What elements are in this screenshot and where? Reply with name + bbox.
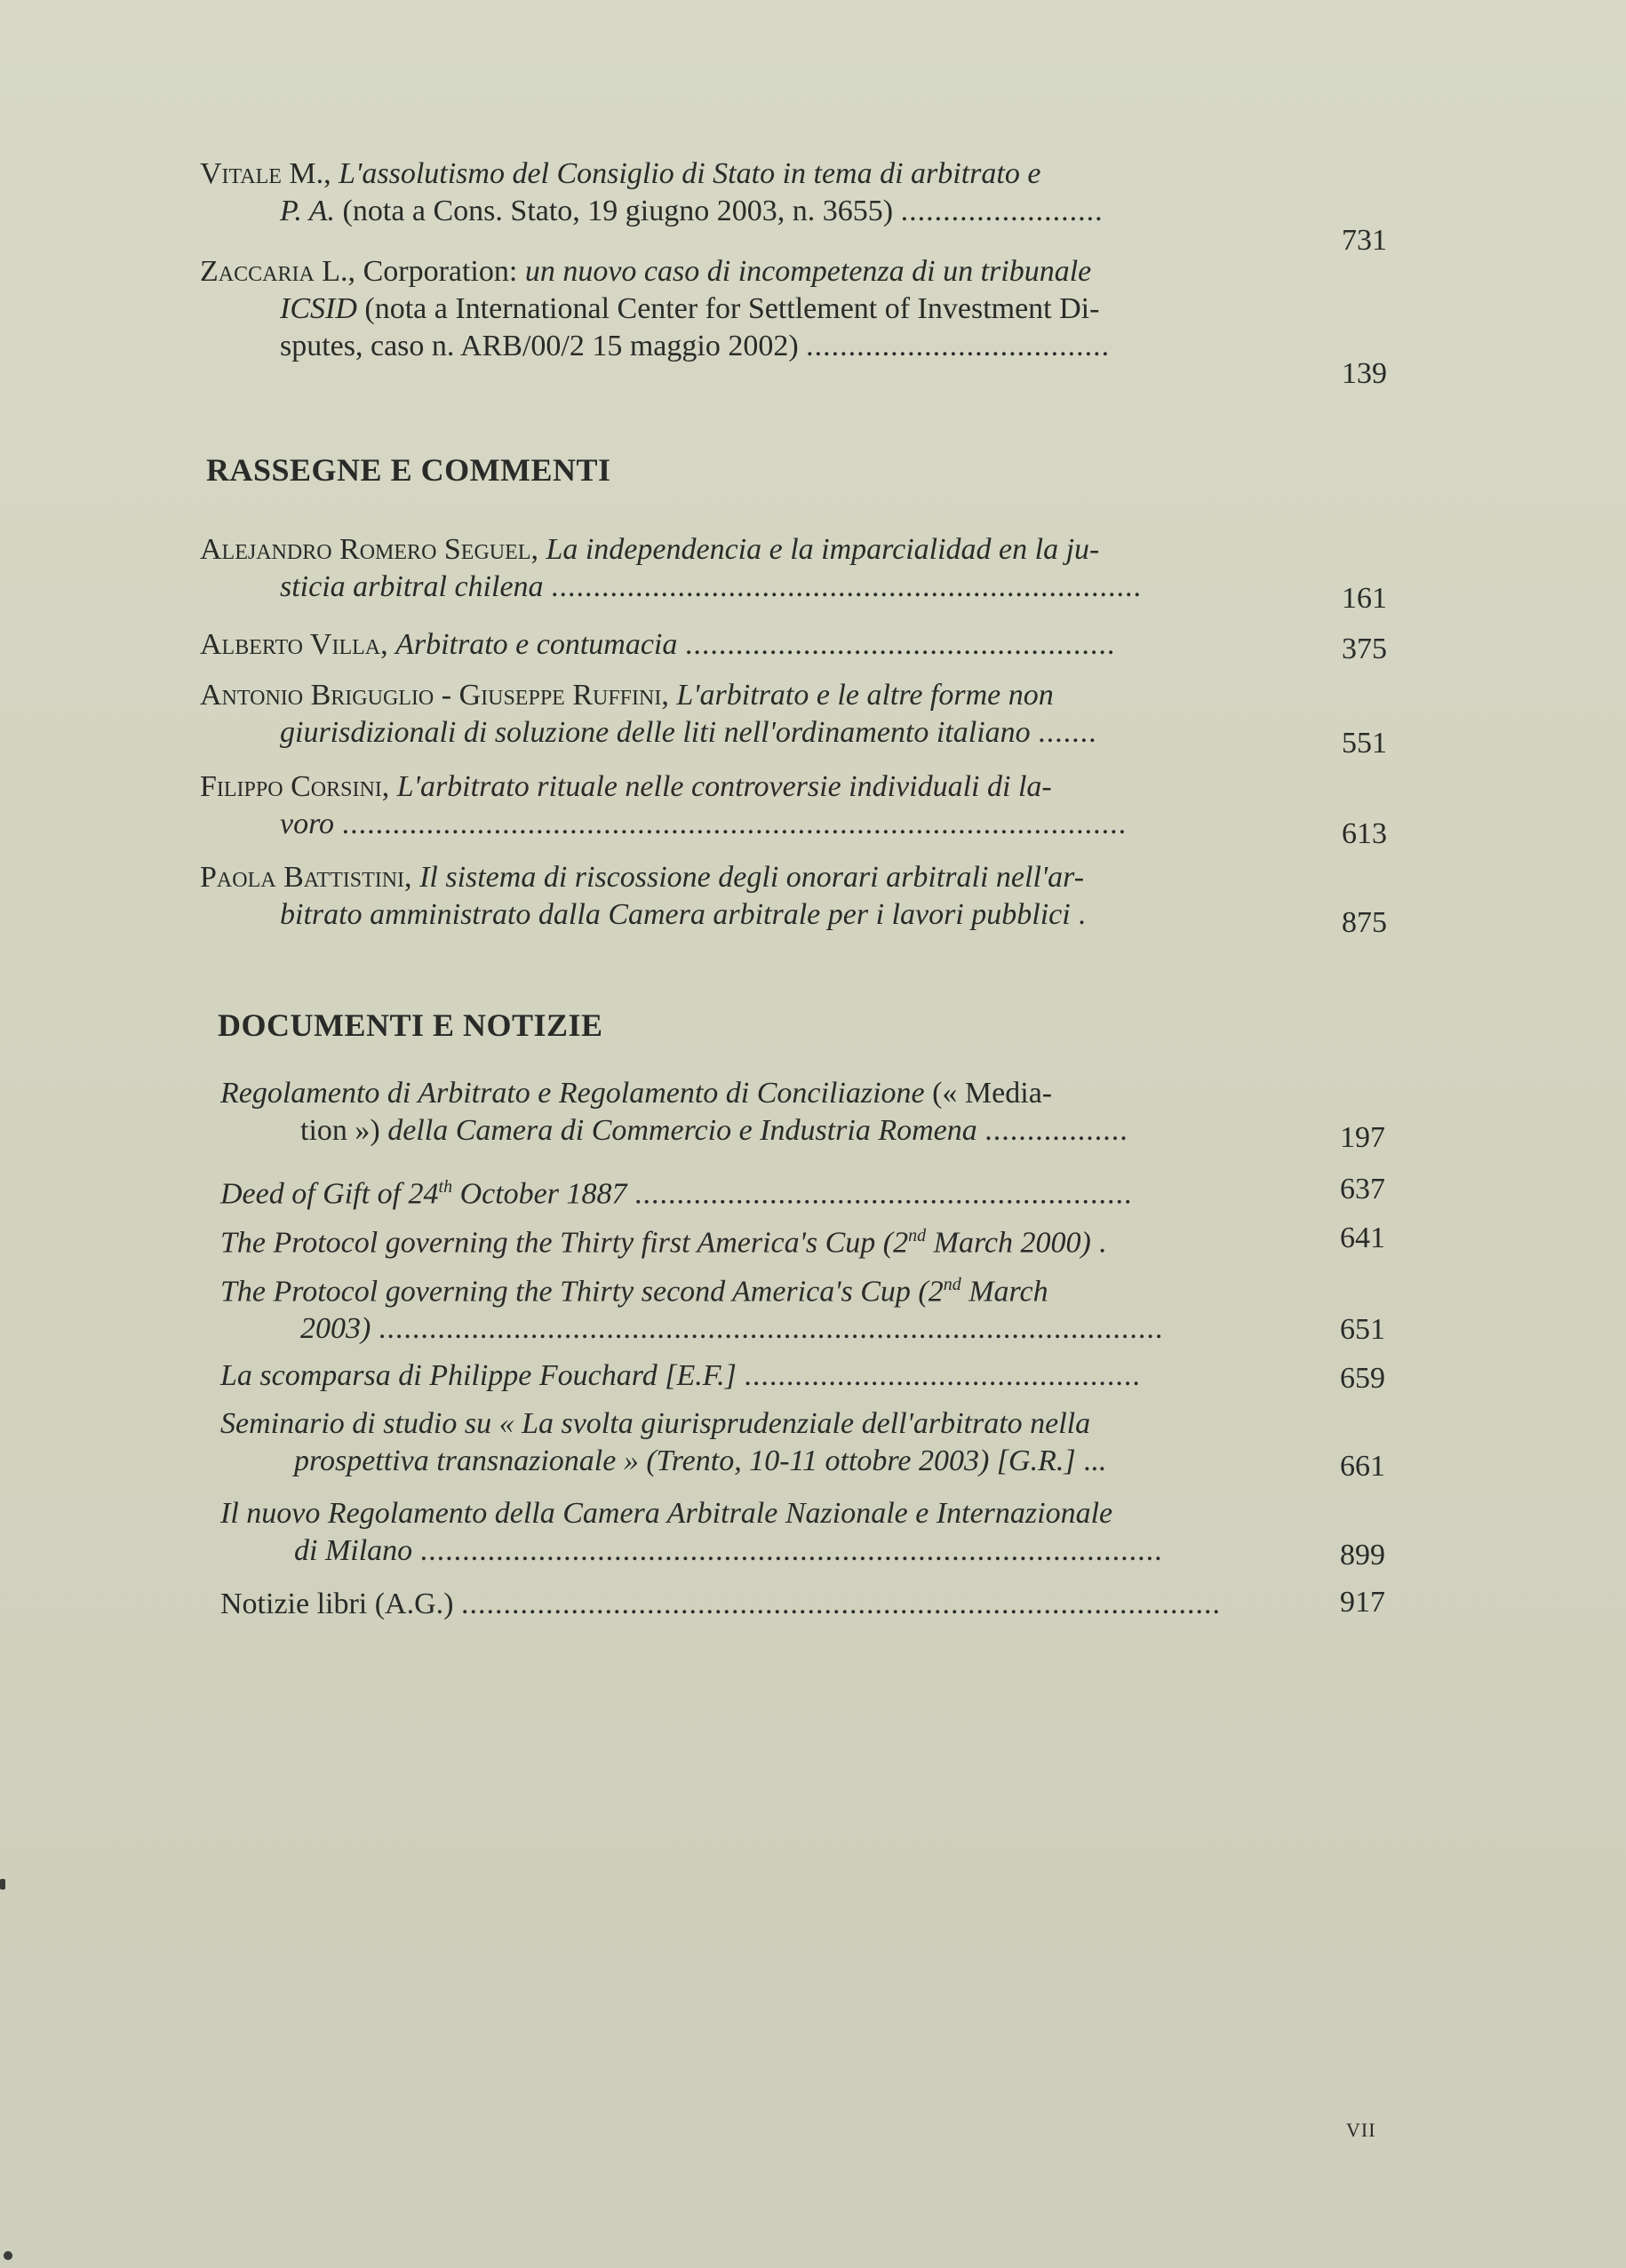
page-number: 637 — [1340, 1173, 1385, 1206]
section-heading-documenti: DOCUMENTI E NOTIZIE — [218, 1007, 603, 1043]
toc-entry — [200, 859, 1319, 934]
entry-title-plain: tion ») — [300, 1114, 380, 1147]
entry-title-cont: March — [968, 1275, 1048, 1309]
leader-dots: ... — [1083, 1444, 1106, 1477]
entry-title-cont: P. A. — [280, 195, 336, 227]
entry-title: Seminario di studio su « La svolta giurisprudenziale dell'arbitrato nella — [220, 1407, 1091, 1440]
toc-entry — [220, 1168, 1340, 1213]
entry-author: Filippo Corsini, — [200, 770, 390, 803]
entry-title-plain: Corporation: — [363, 255, 518, 288]
page-number: 161 — [1342, 582, 1387, 615]
toc-entry — [220, 1266, 1340, 1348]
speck-mark — [0, 1879, 5, 1890]
entry-author: Zaccaria L., — [200, 255, 356, 288]
toc-entry-vitale — [200, 155, 1319, 230]
entry-title-cont: giurisdizionali di soluzione delle liti nell'ordinamento italiano — [280, 716, 1031, 749]
toc-entry — [220, 1357, 1340, 1395]
entry-title: The Protocol governing the Thirty second America's Cup (2 — [220, 1275, 944, 1309]
toc-entry — [200, 626, 1319, 664]
toc-entry — [200, 531, 1319, 606]
leader-dots: . — [1098, 1226, 1106, 1260]
entry-title: Il nuovo Regolamento della Camera Arbitrale Nazionale e Internazionale — [220, 1497, 1113, 1530]
entry-title-plain: Notizie libri (A.G.) — [220, 1588, 454, 1620]
leader-dots: .................................... — [806, 330, 1111, 362]
page-number: 139 — [1342, 357, 1387, 390]
leader-dots: ...................................................................... — [551, 570, 1143, 603]
entry-author: Antonio Briguglio - Giuseppe Ruffini, — [200, 679, 669, 712]
leader-dots: ............................................... — [744, 1359, 1141, 1392]
entry-title-cont: della Camera di Commercio e Industria Romena — [387, 1114, 977, 1147]
entry-title: Arbitrato e contumacia — [395, 628, 678, 661]
toc-entry — [220, 1405, 1340, 1480]
entry-title-cont: 2003) — [300, 1312, 371, 1346]
entry-author: Vitale M., — [200, 157, 331, 190]
entry-title-cont: sticia arbitral chilena — [280, 570, 544, 603]
entry-title-cont: bitrato amministrato dalla Camera arbitrale per i lavori pubblici — [280, 898, 1071, 931]
toc-entry — [220, 1495, 1340, 1570]
entry-note-cont: sputes, caso n. ARB/00/2 15 maggio 2002) — [280, 330, 799, 362]
entry-title: L'arbitrato rituale nelle controversie individuali di la- — [396, 770, 1052, 803]
entry-title-plain: (« Media- — [932, 1077, 1053, 1110]
leader-dots: ................. — [984, 1114, 1128, 1147]
entry-title: The Protocol governing the Thirty first America's Cup (2 — [220, 1226, 909, 1260]
toc-entry — [200, 677, 1319, 752]
entry-title-cont: October 1887 — [459, 1177, 627, 1211]
toc-entry — [200, 768, 1319, 843]
entry-note: (nota a Cons. Stato, 19 giugno 2003, n. 3655) — [342, 195, 894, 227]
entry-title: L'assolutismo del Consiglio di Stato in tema di arbitrato e — [339, 157, 1041, 190]
entry-title: La independencia e la imparcialidad en la ju- — [546, 533, 1100, 566]
toc-entry — [220, 1586, 1340, 1623]
page-number: 551 — [1342, 727, 1387, 760]
entry-title: Il sistema di riscossione degli onorari arbitrali nell'ar- — [419, 861, 1085, 894]
toc-entry — [220, 1217, 1340, 1261]
entry-title-cont: March 2000) — [933, 1226, 1091, 1260]
toc-entry-zaccaria — [200, 253, 1319, 365]
entry-author: Alejandro Romero Seguel, — [200, 533, 538, 566]
entry-title: La scomparsa di Philippe Fouchard [E.F.] — [220, 1359, 737, 1392]
entry-title-cont: prospettiva transnazionale » (Trento, 10-11 ottobre 2003) [G.R.] — [294, 1444, 1076, 1477]
section-heading-rassegne: RASSEGNE E COMMENTI — [206, 452, 611, 488]
entry-note: (nota a International Center for Settlement of Investment Di- — [364, 292, 1100, 325]
page-number: 917 — [1340, 1586, 1385, 1619]
leader-dots: ................................................... — [684, 628, 1116, 661]
page-number: 731 — [1342, 224, 1387, 257]
entry-title-cont: voro — [280, 808, 335, 840]
entry-author: Alberto Villa, — [200, 628, 388, 661]
toc-entry — [220, 1075, 1340, 1150]
entry-title: L'arbitrato e le altre forme non — [676, 679, 1054, 712]
page-number: 659 — [1340, 1362, 1385, 1395]
leader-dots: ........................ — [900, 195, 1104, 227]
page-number: 375 — [1342, 633, 1387, 665]
entry-title: Regolamento di Arbitrato e Regolamento di Conciliazione — [220, 1077, 925, 1110]
page-number: 651 — [1340, 1313, 1385, 1346]
page-number: 197 — [1340, 1121, 1385, 1154]
page-folio: VII — [1346, 2119, 1376, 2141]
leader-dots: ........................................................... — [634, 1177, 1133, 1211]
page-number: 875 — [1342, 906, 1387, 939]
page-number: 661 — [1340, 1450, 1385, 1483]
leader-dots: ....... — [1038, 716, 1097, 749]
ordinal-suffix: nd — [908, 1226, 927, 1245]
speck-mark — [4, 2251, 12, 2260]
page-number: 899 — [1340, 1539, 1385, 1572]
entry-title-cont: ICSID — [280, 292, 357, 325]
ordinal-suffix: nd — [943, 1275, 961, 1294]
entry-title: Deed of Gift of 24 — [220, 1177, 439, 1211]
leader-dots: .......................................................................................... — [461, 1588, 1221, 1620]
leader-dots: ........................................................................................ — [419, 1534, 1163, 1567]
leader-dots: . — [1078, 898, 1087, 931]
ordinal-suffix: th — [438, 1177, 453, 1197]
leader-dots: ............................................................................................. — [341, 808, 1128, 840]
leader-dots: ............................................................................................. — [378, 1312, 1164, 1346]
page-number: 641 — [1340, 1222, 1385, 1254]
entry-title-cont: di Milano — [294, 1534, 413, 1567]
entry-title: un nuovo caso di incompetenza di un tribunale — [524, 255, 1092, 288]
page-number: 613 — [1342, 817, 1387, 850]
entry-author: Paola Battistini, — [200, 861, 412, 894]
